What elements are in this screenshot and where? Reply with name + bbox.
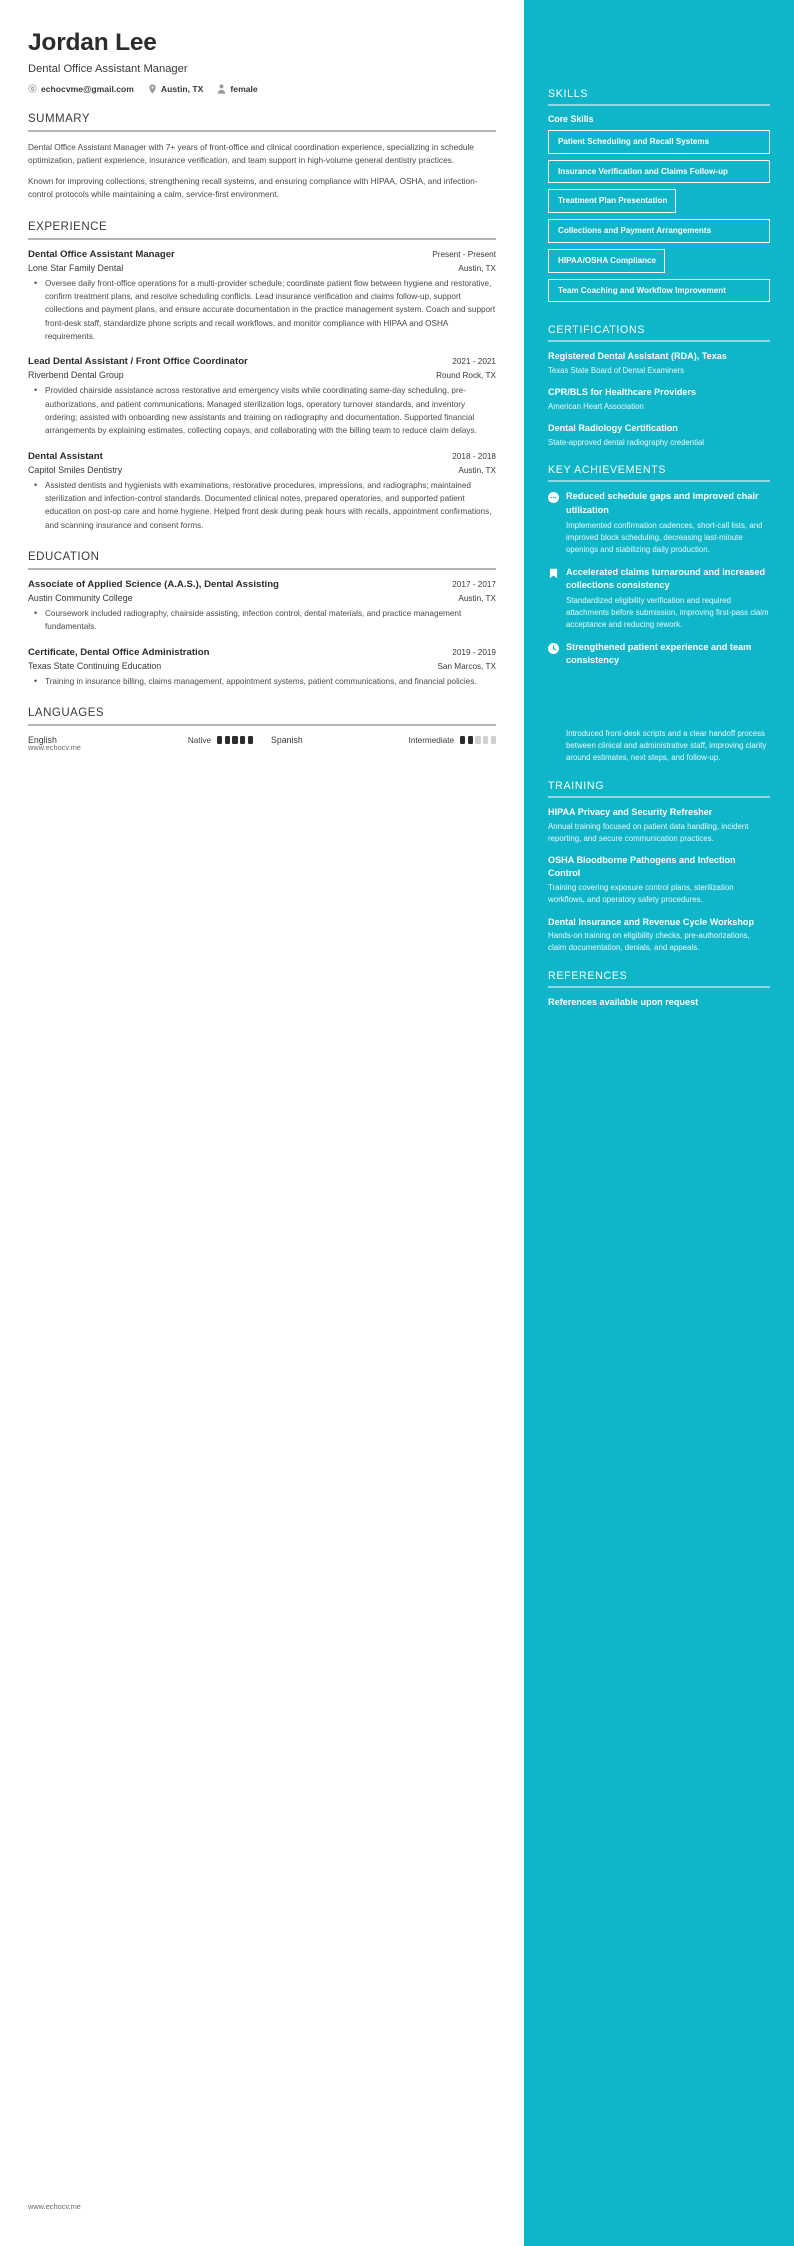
entry-bullets <box>28 675 496 688</box>
key-achievements-divider <box>548 480 770 482</box>
training-name: OSHA Bloodborne Pathogens and Infection Control <box>548 855 736 879</box>
list-item: • Coursework included radiography, chairside assisting, infection control, dental materials, and practice management fundamentals. <box>39 607 496 634</box>
section-languages <box>28 707 496 745</box>
education-heading: EDUCATION <box>28 551 100 564</box>
references-text: References available upon request <box>548 997 699 1007</box>
languages-heading: LANGUAGES <box>28 707 105 720</box>
language-name: English <box>28 735 57 746</box>
experience-entry <box>28 356 496 437</box>
rating-dot <box>475 736 480 744</box>
bookmark-icon <box>548 568 559 579</box>
certification-name: Registered Dental Assistant (RDA), Texas <box>548 351 727 362</box>
rating-dot <box>232 736 237 744</box>
achievement-item <box>548 490 770 555</box>
list-item: • Assisted dentists and hygienists with examinations, restorative procedures, impressions, and radiographs; maintained sterilization and infection-control standards. Documented clinical notes, prepared operatories, and supported patient education on post-op care and home hygiene. Helped front desk during peak hours with recalls, appointment confirmations, and scanning insurance and consent forms. <box>39 479 496 532</box>
experience-divider <box>28 238 496 240</box>
training-divider <box>548 796 770 798</box>
entry-date: 2019 - 2019 <box>452 647 496 657</box>
rating-dot <box>491 736 496 744</box>
education-entry <box>28 647 496 688</box>
experience-heading: EXPERIENCE <box>28 220 108 233</box>
skills-divider <box>548 104 770 106</box>
sidebar <box>524 0 794 2246</box>
skill-chip: Collections and Payment Arrangements <box>548 219 770 243</box>
achievement-item <box>548 566 770 631</box>
entry-organization: Capitol Smiles Dentistry <box>28 464 123 475</box>
entry-date: 2017 - 2017 <box>452 580 496 590</box>
entry-title: Associate of Applied Science (A.A.S.), Dental Assisting <box>28 579 279 591</box>
clock-icon <box>548 643 559 654</box>
summary-divider <box>28 130 496 132</box>
rating-dot <box>240 736 245 744</box>
education-entry <box>28 579 496 634</box>
certification-name: CPR/BLS for Healthcare Providers <box>548 387 697 398</box>
sidebar-section-skills <box>548 88 770 308</box>
entry-location: Round Rock, TX <box>436 371 496 381</box>
language-level: Intermediate <box>408 735 455 745</box>
experience-entry <box>28 249 496 344</box>
sidebar-section-references <box>548 970 770 1009</box>
entry-location: Austin, TX <box>458 263 496 273</box>
languages-divider <box>28 724 496 726</box>
training-item <box>548 806 770 844</box>
certification-item <box>548 350 770 376</box>
training-description: Hands-on training on eligibility checks, pre-authorizations, claim documentation, denials, and appeals. <box>548 931 750 953</box>
contact-gender-text: female <box>230 83 258 94</box>
certification-item <box>548 422 770 448</box>
language-name: Spanish <box>271 735 303 746</box>
training-item <box>548 916 770 954</box>
entry-location: San Marcos, TX <box>437 661 496 671</box>
list-item: • Oversee daily front-office operations for a multi-provider schedule; coordinate patient flow between hygiene and restorative, confirm treatment plans, and resolve scheduling conflicts. Lead insurance verification and claims follow-up, support collections and payment plans, and ensure accurate documentation in the practice management system. Coach and support front-desk staff, standardize phone scripts and recall workflows, and monitor compliance with HIPAA and OSHA requirements. <box>39 277 496 344</box>
entry-organization: Texas State Continuing Education <box>28 660 162 671</box>
skills-subheading: Core Skills <box>548 114 594 124</box>
training-item <box>548 854 770 905</box>
entry-organization: Riverbend Dental Group <box>28 370 124 381</box>
achievement-description: Standardized eligibility verification and required attachments before submission, improving first-pass claim acceptance and reducing rework. <box>566 595 769 629</box>
skills-heading: SKILLS <box>548 88 589 100</box>
skill-chip: HIPAA/OSHA Compliance <box>548 249 665 273</box>
language-item <box>253 735 496 745</box>
entry-title: Dental Office Assistant Manager <box>28 248 175 260</box>
entry-date: 2021 - 2021 <box>452 357 496 367</box>
skill-chip: Treatment Plan Presentation <box>548 189 676 213</box>
sidebar-section-certifications <box>548 324 770 448</box>
skills-chip-list <box>548 130 770 308</box>
sidebar-section-training <box>548 780 770 954</box>
person-icon <box>217 84 226 94</box>
achievement-title: Reduced schedule gaps and improved chair utilization <box>566 491 759 515</box>
training-description: Annual training focused on patient data handling, incident reporting, and secure communication practices. <box>548 821 749 843</box>
summary-paragraph: Dental Office Assistant Manager with 7+ years of front-office and clinical coordination experience, specializing in schedule optimization, patient experience, insurance verification, and team support in high-volume general dentistry practices. <box>28 141 474 166</box>
languages-row <box>28 735 496 745</box>
entry-bullets <box>28 607 496 634</box>
contact-gender <box>217 84 257 94</box>
summary-paragraph: Known for improving collections, strengthening recall systems, and ensuring compliance with HIPAA, OSHA, and infection-control protocols while maintaining a calm, service-first environment. <box>28 175 478 200</box>
achievement-description: Introduced front-desk scripts and a clear handoff process between clinical and administrative staff, improving clarity around estimates, next steps, and follow-up. <box>566 728 767 762</box>
summary-heading: SUMMARY <box>28 112 91 125</box>
entry-bullets <box>28 277 496 344</box>
skill-chip: Team Coaching and Workflow Improvement <box>548 279 770 303</box>
references-divider <box>548 986 770 988</box>
section-summary <box>28 113 496 202</box>
achievement-description: Implemented confirmation cadences, short-call lists, and improved block scheduling, decreasing last-minute openings and stabilizing daily production. <box>566 520 763 554</box>
achievement-item <box>548 641 770 764</box>
entry-location: Austin, TX <box>458 465 496 475</box>
rating-dot <box>460 736 465 744</box>
certification-name: Dental Radiology Certification <box>548 423 678 434</box>
references-heading: REFERENCES <box>548 970 628 982</box>
contact-email-text: echocvme@gmail.com <box>41 83 134 94</box>
section-experience <box>28 221 496 532</box>
language-rating-dots <box>217 736 253 744</box>
entry-date: 2018 - 2018 <box>452 451 496 461</box>
email-icon <box>28 84 37 93</box>
certification-issuer: Texas State Board of Dental Examiners <box>548 366 685 376</box>
entry-bullets <box>28 384 496 437</box>
training-name: Dental Insurance and Revenue Cycle Workshop <box>548 916 755 927</box>
experience-entry <box>28 451 496 532</box>
list-item: • Provided chairside assistance across restorative and emergency visits while coordinating same-day scheduling, pre-authorizations, and patient communications. Managed sterilization logs, operatory turnover standards, and inventory ordering; assisted with onboarding new assistants and training on radiography and documentation. Supported financial arrangements by explaining estimates, collecting copays, and collaborating with the billing team to reduce claim delays. <box>39 384 496 437</box>
footer-url-bottom[interactable]: www.echocv.me <box>28 2202 81 2211</box>
entry-title: Lead Dental Assistant / Front Office Coordinator <box>28 356 248 368</box>
achievement-title: Accelerated claims turnaround and increased collections consistency <box>566 566 766 590</box>
entry-date: Present - Present <box>432 249 496 259</box>
footer-url-top[interactable]: www.echocv.me <box>28 743 81 752</box>
certifications-divider <box>548 340 770 342</box>
certification-issuer: State-approved dental radiography credential <box>548 438 705 448</box>
chat-bubble-icon <box>548 492 559 503</box>
contact-location-text: Austin, TX <box>160 83 204 94</box>
page-break-spacer <box>566 667 770 725</box>
achievement-title: Strengthened patient experience and team consistency <box>566 641 752 665</box>
contact-row <box>28 84 496 94</box>
entry-title: Dental Assistant <box>28 450 103 462</box>
certification-item <box>548 386 770 412</box>
contact-location <box>148 84 204 94</box>
entry-bullets <box>28 479 496 532</box>
page-title: Jordan Lee <box>28 29 157 56</box>
job-title: Dental Office Assistant Manager <box>28 62 188 75</box>
rating-dot <box>468 736 473 744</box>
education-divider <box>28 568 496 570</box>
training-name: HIPAA Privacy and Security Refresher <box>548 806 713 817</box>
entry-organization: Lone Star Family Dental <box>28 262 124 273</box>
rating-dot <box>483 736 488 744</box>
skill-chip: Patient Scheduling and Recall Systems <box>548 130 770 154</box>
skill-chip: Insurance Verification and Claims Follow-up <box>548 160 770 184</box>
section-education <box>28 551 496 688</box>
list-item: • Training in insurance billing, claims management, appointment systems, patient communications, and financial policies. <box>39 675 496 688</box>
key-achievements-heading: KEY ACHIEVEMENTS <box>548 464 667 477</box>
entry-title: Certificate, Dental Office Administration <box>28 646 210 658</box>
training-heading: TRAINING <box>548 779 605 792</box>
entry-location: Austin, TX <box>458 594 496 604</box>
sidebar-section-key-achievements <box>548 464 770 764</box>
rating-dot <box>225 736 230 744</box>
certification-issuer: American Heart Association <box>548 402 644 412</box>
entry-organization: Austin Community College <box>28 593 133 604</box>
training-description: Training covering exposure control plans, sterilization workflows, and operatory safety procedures. <box>548 882 734 904</box>
language-rating-dots <box>460 736 496 744</box>
rating-dot <box>217 736 222 744</box>
language-level: Native <box>187 735 212 745</box>
contact-email[interactable] <box>28 84 134 94</box>
location-pin-icon <box>148 84 157 94</box>
certifications-heading: CERTIFICATIONS <box>548 324 646 337</box>
